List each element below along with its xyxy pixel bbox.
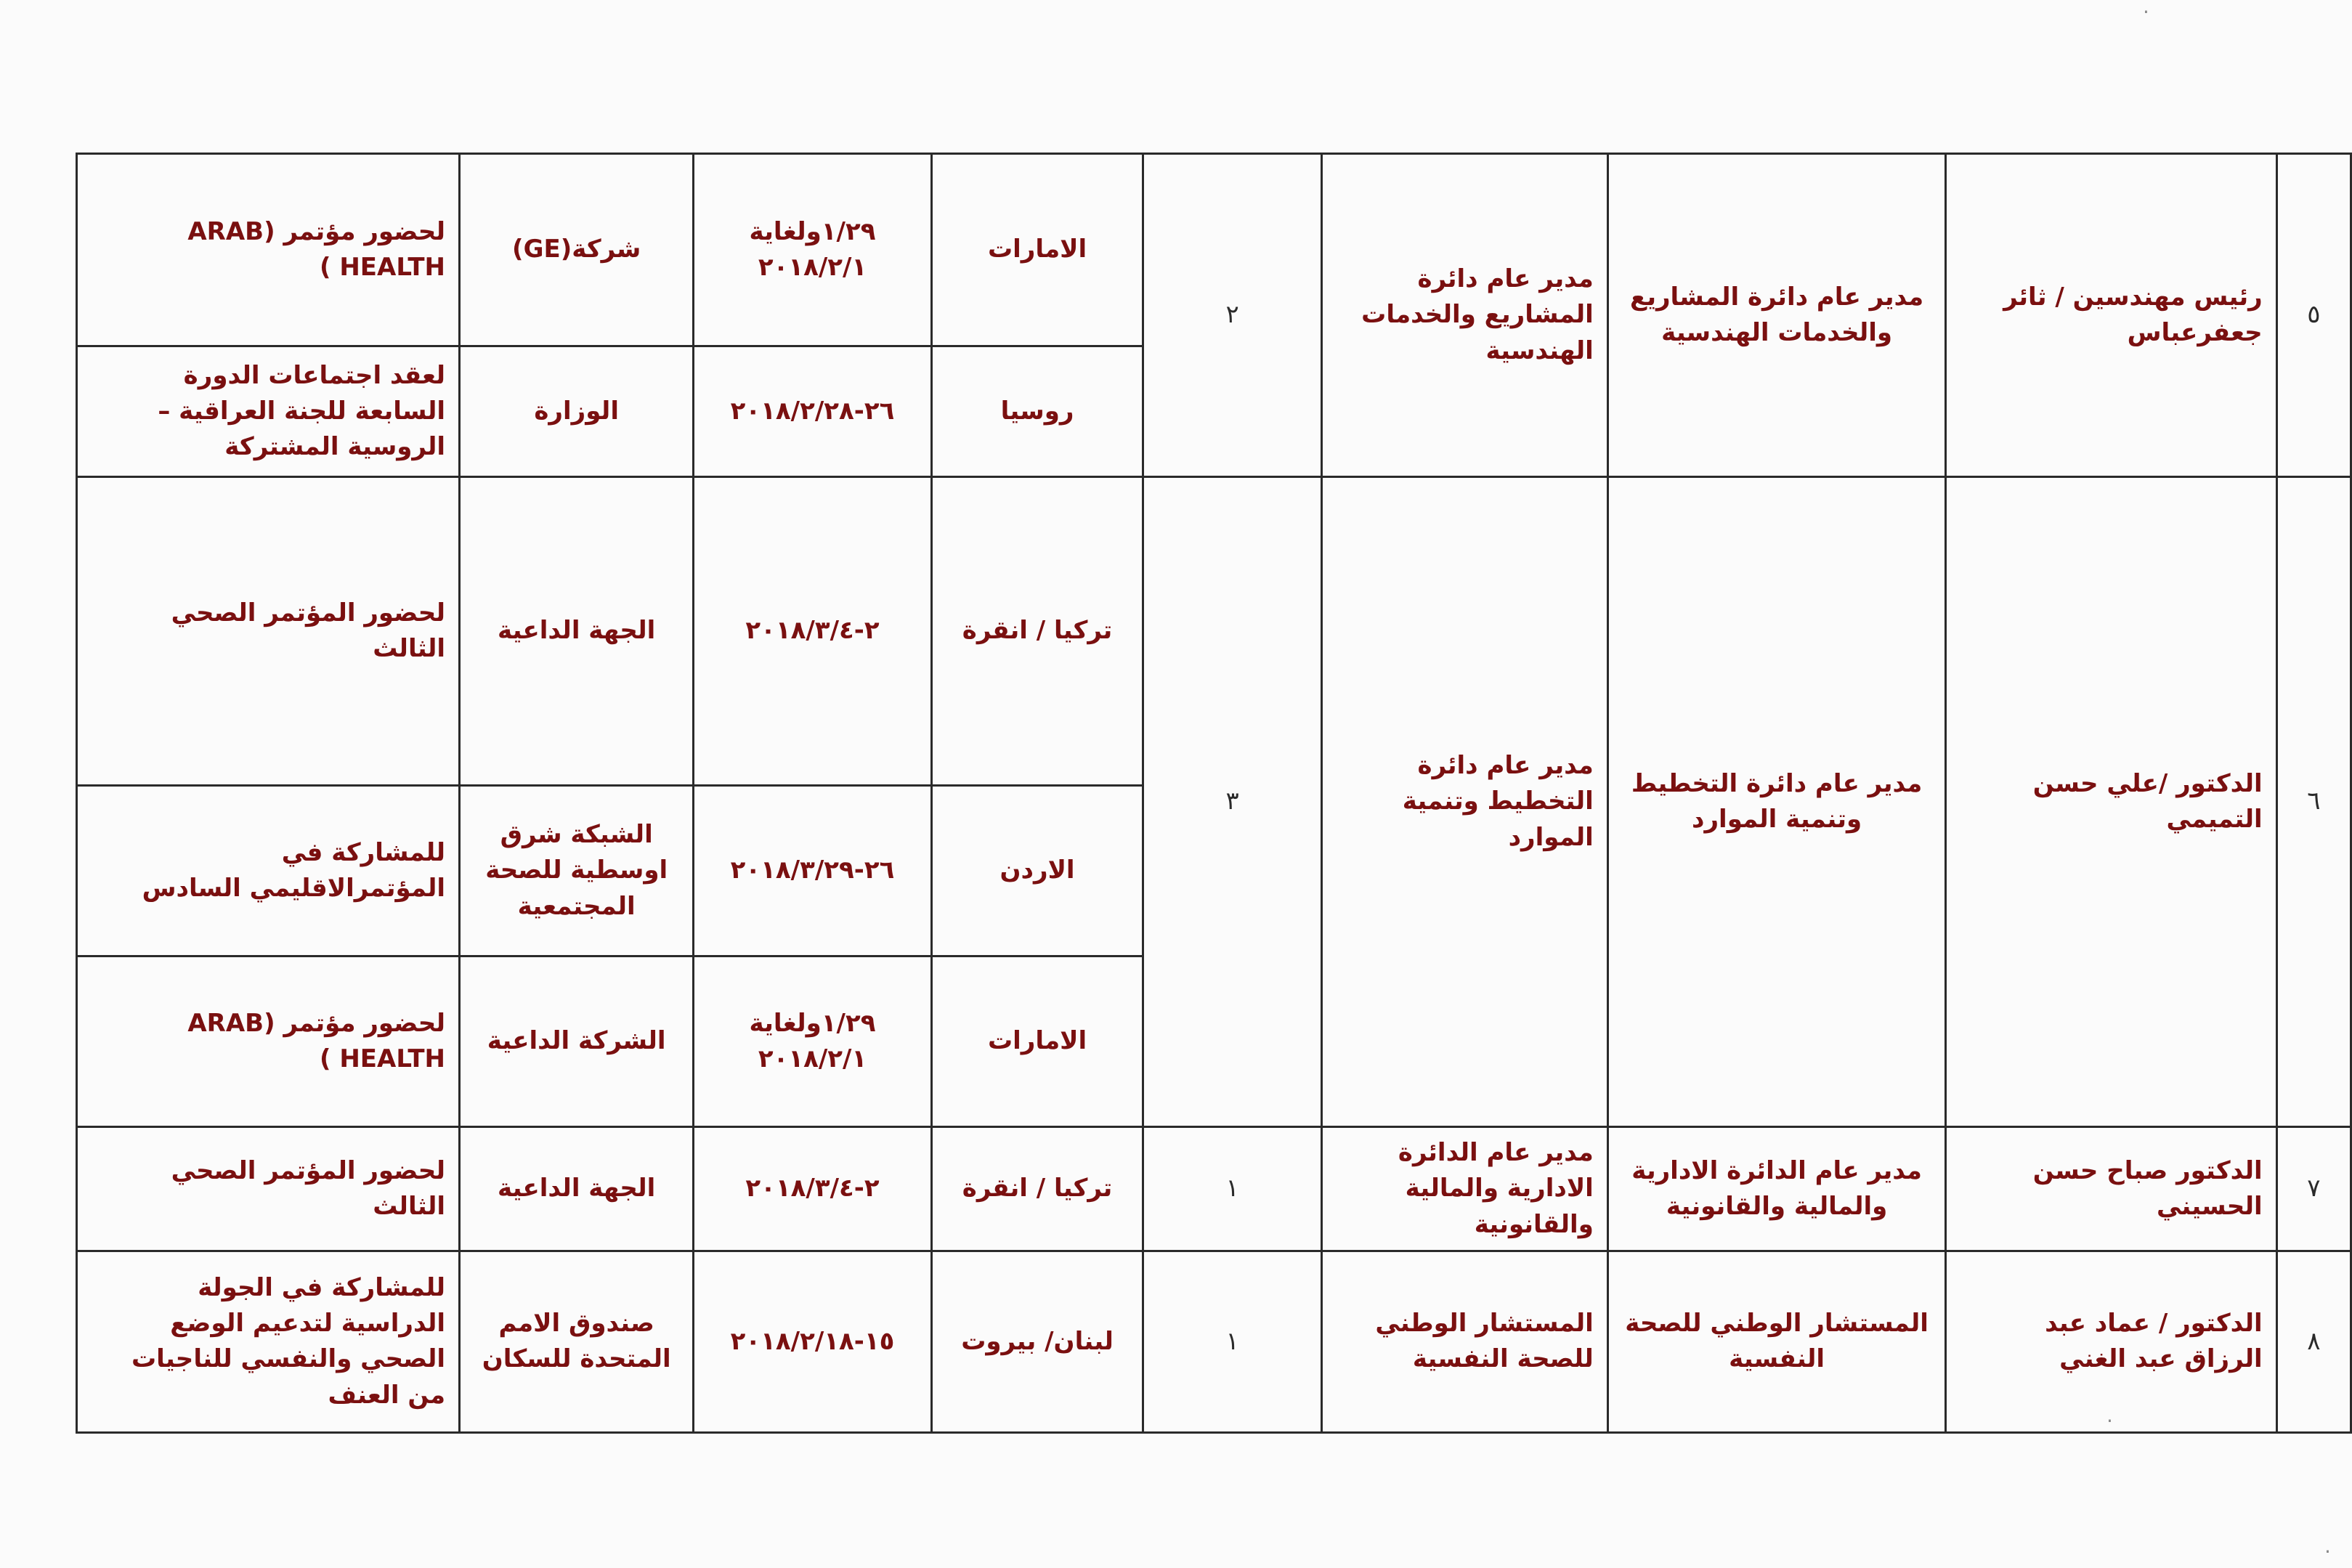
trip-purpose: للمشاركة في الجولة الدراسية لتدعيم الوضع الصحي والنفسي للناجيات من العنف — [77, 1251, 460, 1432]
row-index: ٦ — [2276, 477, 2351, 1127]
trip-country: لبنان/ بيروت — [931, 1251, 1143, 1432]
job-title: مدير عام دائرة المشاريع والخدمات الهندسية — [1607, 154, 1946, 477]
employee-name: الدكتور /علي حسن التميمي — [1946, 477, 2276, 1127]
trip-purpose: لحضور المؤتمر الصحي الثالث — [77, 1127, 460, 1251]
trips-count: ٢ — [1143, 154, 1322, 477]
trip-purpose: لحضور المؤتمر الصحي الثالث — [77, 477, 460, 786]
scan-speck: · — [2324, 1540, 2331, 1564]
trip-country: روسيا — [931, 346, 1143, 477]
trip-date: ٢٦-٢٠١٨/٢/٢٨ — [694, 346, 931, 477]
trip-purpose: لعقد اجتماعات الدورة السابعة للجنة العراقية – الروسية المشتركة — [77, 346, 460, 477]
employee-name: الدكتور / عماد عبد الرزاق عبد الغني — [1946, 1251, 2276, 1432]
trip-host: الجهة الداعية — [460, 477, 694, 786]
trip-country: الامارات — [931, 154, 1143, 346]
position: مدير عام الدائرة الادارية والمالية والقانونية — [1321, 1127, 1607, 1251]
official-travel-table — [76, 153, 2352, 1434]
employee-name: رئيس مهندسين / ثائر جعفرعباس — [1946, 154, 2276, 477]
job-title: مدير عام الدائرة الادارية والمالية والقانونية — [1607, 1127, 1946, 1251]
trip-purpose: لحضور مؤتمر (ARAB HEALTH ) — [77, 154, 460, 346]
employee-name: الدكتور صباح حسن الحسيني — [1946, 1127, 2276, 1251]
scan-speck: · — [2143, 0, 2149, 24]
trip-purpose: للمشاركة في المؤتمرالاقليمي السادس — [77, 786, 460, 956]
trip-host: صندوق الامم المتحدة للسكان — [460, 1251, 694, 1432]
job-title: المستشار الوطني للصحة النفسية — [1607, 1251, 1946, 1432]
row-index: ٧ — [2276, 1127, 2351, 1251]
trip-country: تركيا / انقرة — [931, 477, 1143, 786]
row-index: ٨ — [2276, 1251, 2351, 1432]
table-row — [77, 1127, 2351, 1251]
scan-speck: · — [2106, 1409, 2113, 1433]
position: المستشار الوطني للصحة النفسية — [1321, 1251, 1607, 1432]
trip-country: الاردن — [931, 786, 1143, 956]
trip-country: تركيا / انقرة — [931, 1127, 1143, 1251]
trip-date: ١٥-٢٠١٨/٢/١٨ — [694, 1251, 931, 1432]
trip-host: الجهة الداعية — [460, 1127, 694, 1251]
trips-count: ١ — [1143, 1251, 1322, 1432]
trip-host: الوزارة — [460, 346, 694, 477]
trip-date: ١/٢٩ولغاية ٢٠١٨/٢/١ — [694, 154, 931, 346]
position: مدير عام دائرة التخطيط وتنمية الموارد — [1321, 477, 1607, 1127]
trip-country: الامارات — [931, 956, 1143, 1127]
trip-date: ٢-٢٠١٨/٣/٤ — [694, 477, 931, 786]
trip-date: ٢-٢٠١٨/٣/٤ — [694, 1127, 931, 1251]
trip-host: الشبكة شرق اوسطية للصحة المجتمعية — [460, 786, 694, 956]
trip-date: ٢٦-٢٠١٨/٣/٢٩ — [694, 786, 931, 956]
trip-purpose: لحضور مؤتمر (ARAB HEALTH ) — [77, 956, 460, 1127]
trip-host: الشركة الداعية — [460, 956, 694, 1127]
trips-count: ١ — [1143, 1127, 1322, 1251]
table-row — [77, 477, 2351, 786]
trips-count: ٣ — [1143, 477, 1322, 1127]
position: مدير عام دائرة المشاريع والخدمات الهندسية — [1321, 154, 1607, 477]
table-row — [77, 1251, 2351, 1432]
table-row — [77, 154, 2351, 346]
trip-date: ١/٢٩ولغاية ٢٠١٨/٢/١ — [694, 956, 931, 1127]
job-title: مدير عام دائرة التخطيط وتنمية الموارد — [1607, 477, 1946, 1127]
trip-host: شركة(GE) — [460, 154, 694, 346]
row-index: ٥ — [2276, 154, 2351, 477]
